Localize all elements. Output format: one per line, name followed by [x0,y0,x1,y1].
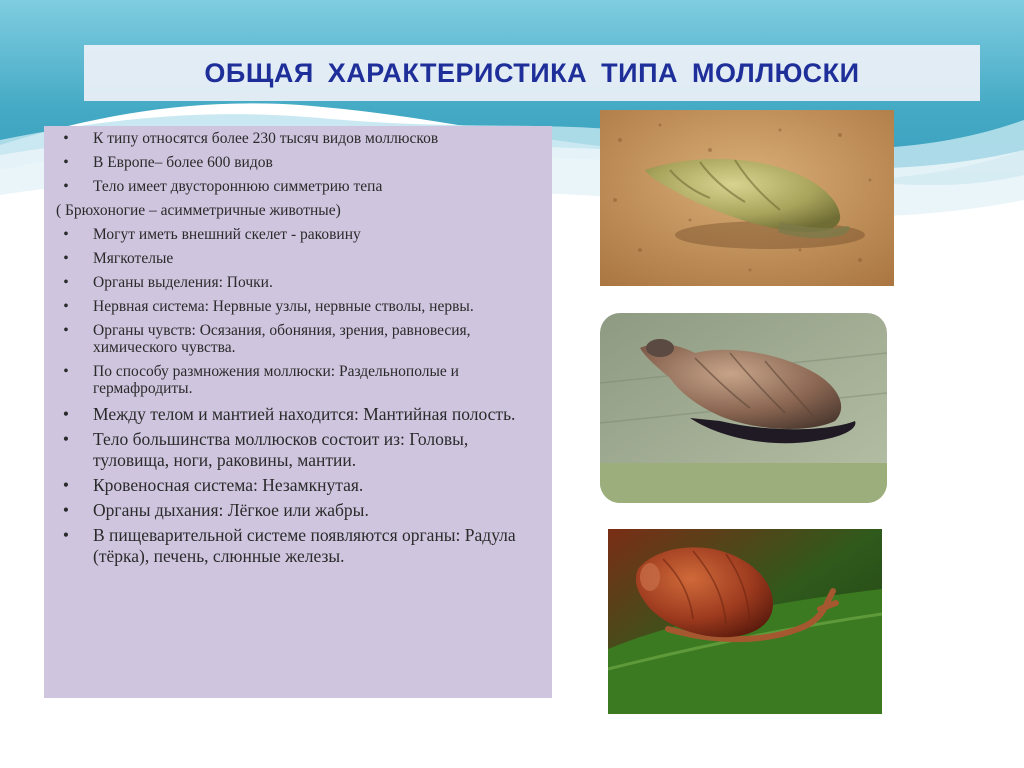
fact-text: Органы дыхания: Лёгкое или жабры. [93,500,369,520]
fact-item [56,298,538,315]
fact-item [56,178,538,195]
slide-title: ОБЩАЯ ХАРАКТЕРИСТИКА ТИПА МОЛЛЮСКИ [204,57,860,88]
fact-item [56,429,538,471]
facts-panel [44,126,552,698]
fact-item [56,475,538,496]
bullet-icon: • [63,322,69,339]
snail-photo-green-leaf [608,529,882,714]
fact-item [56,525,538,567]
snail-on-leaf-icon [600,313,887,503]
bullet-icon: • [62,404,70,424]
bullet-icon: • [62,500,70,520]
fact-item [56,274,538,291]
bullet-icon: • [62,475,70,495]
bullet-icon: • [63,363,69,380]
fact-item [56,363,538,397]
fact-item [56,500,538,521]
fact-item [56,130,538,147]
fact-text: Органы выделения: Почки. [93,274,273,291]
fact-text: Кровеносная система: Незамкнутая. [93,475,364,495]
bullet-icon: • [63,154,69,171]
bullet-icon: • [63,298,69,315]
fact-item [56,154,538,171]
fact-text: К типу относятся более 230 тысяч видов моллюсков [93,130,439,147]
fact-text: Тело большинства моллюсков состоит из: Головы, туловища, ноги, раковины, мантии. [93,429,469,470]
fact-item [56,250,538,267]
bullet-icon: • [63,130,69,147]
fact-item [56,226,538,243]
fact-text: Между телом и мантией находится: Мантийная полость. [93,404,516,424]
fact-text: Нервная система: Нервные узлы, нервные стволы, нервы. [93,298,474,315]
fact-text: Органы чувств: Осязания, обоняния, зрения, равновесия, химического чувства. [93,322,471,356]
snail-on-sand-icon [600,110,894,286]
snail-on-green-leaf-icon [608,529,882,714]
snail-photo-sand [600,110,894,286]
title-bar [84,45,980,101]
bullet-icon: • [63,178,69,195]
fact-text: ( Брюхоногие – асимметричные животные) [56,202,341,219]
bullet-icon: • [63,226,69,243]
fact-text: Мягкотелые [93,250,174,267]
bullet-icon: • [62,525,70,545]
facts-list [56,130,538,567]
fact-text: По способу размножения моллюски: Раздельнополые и гермафродиты. [93,363,459,397]
bullet-icon: • [63,274,69,291]
fact-text: В Европе– более 600 видов [93,154,273,171]
bullet-icon: • [63,250,69,267]
snail-photo-leaf [600,313,887,503]
fact-text: Тело имеет двустороннюю симметрию тепа [93,178,383,195]
fact-note [56,202,538,219]
fact-item [56,404,538,425]
bullet-icon: • [62,429,70,449]
fact-text: Могут иметь внешний скелет - раковину [93,226,361,243]
fact-item [56,322,538,356]
fact-text: В пищеварительной системе появляются органы: Радула (тёрка), печень, слюнные железы. [93,525,516,566]
